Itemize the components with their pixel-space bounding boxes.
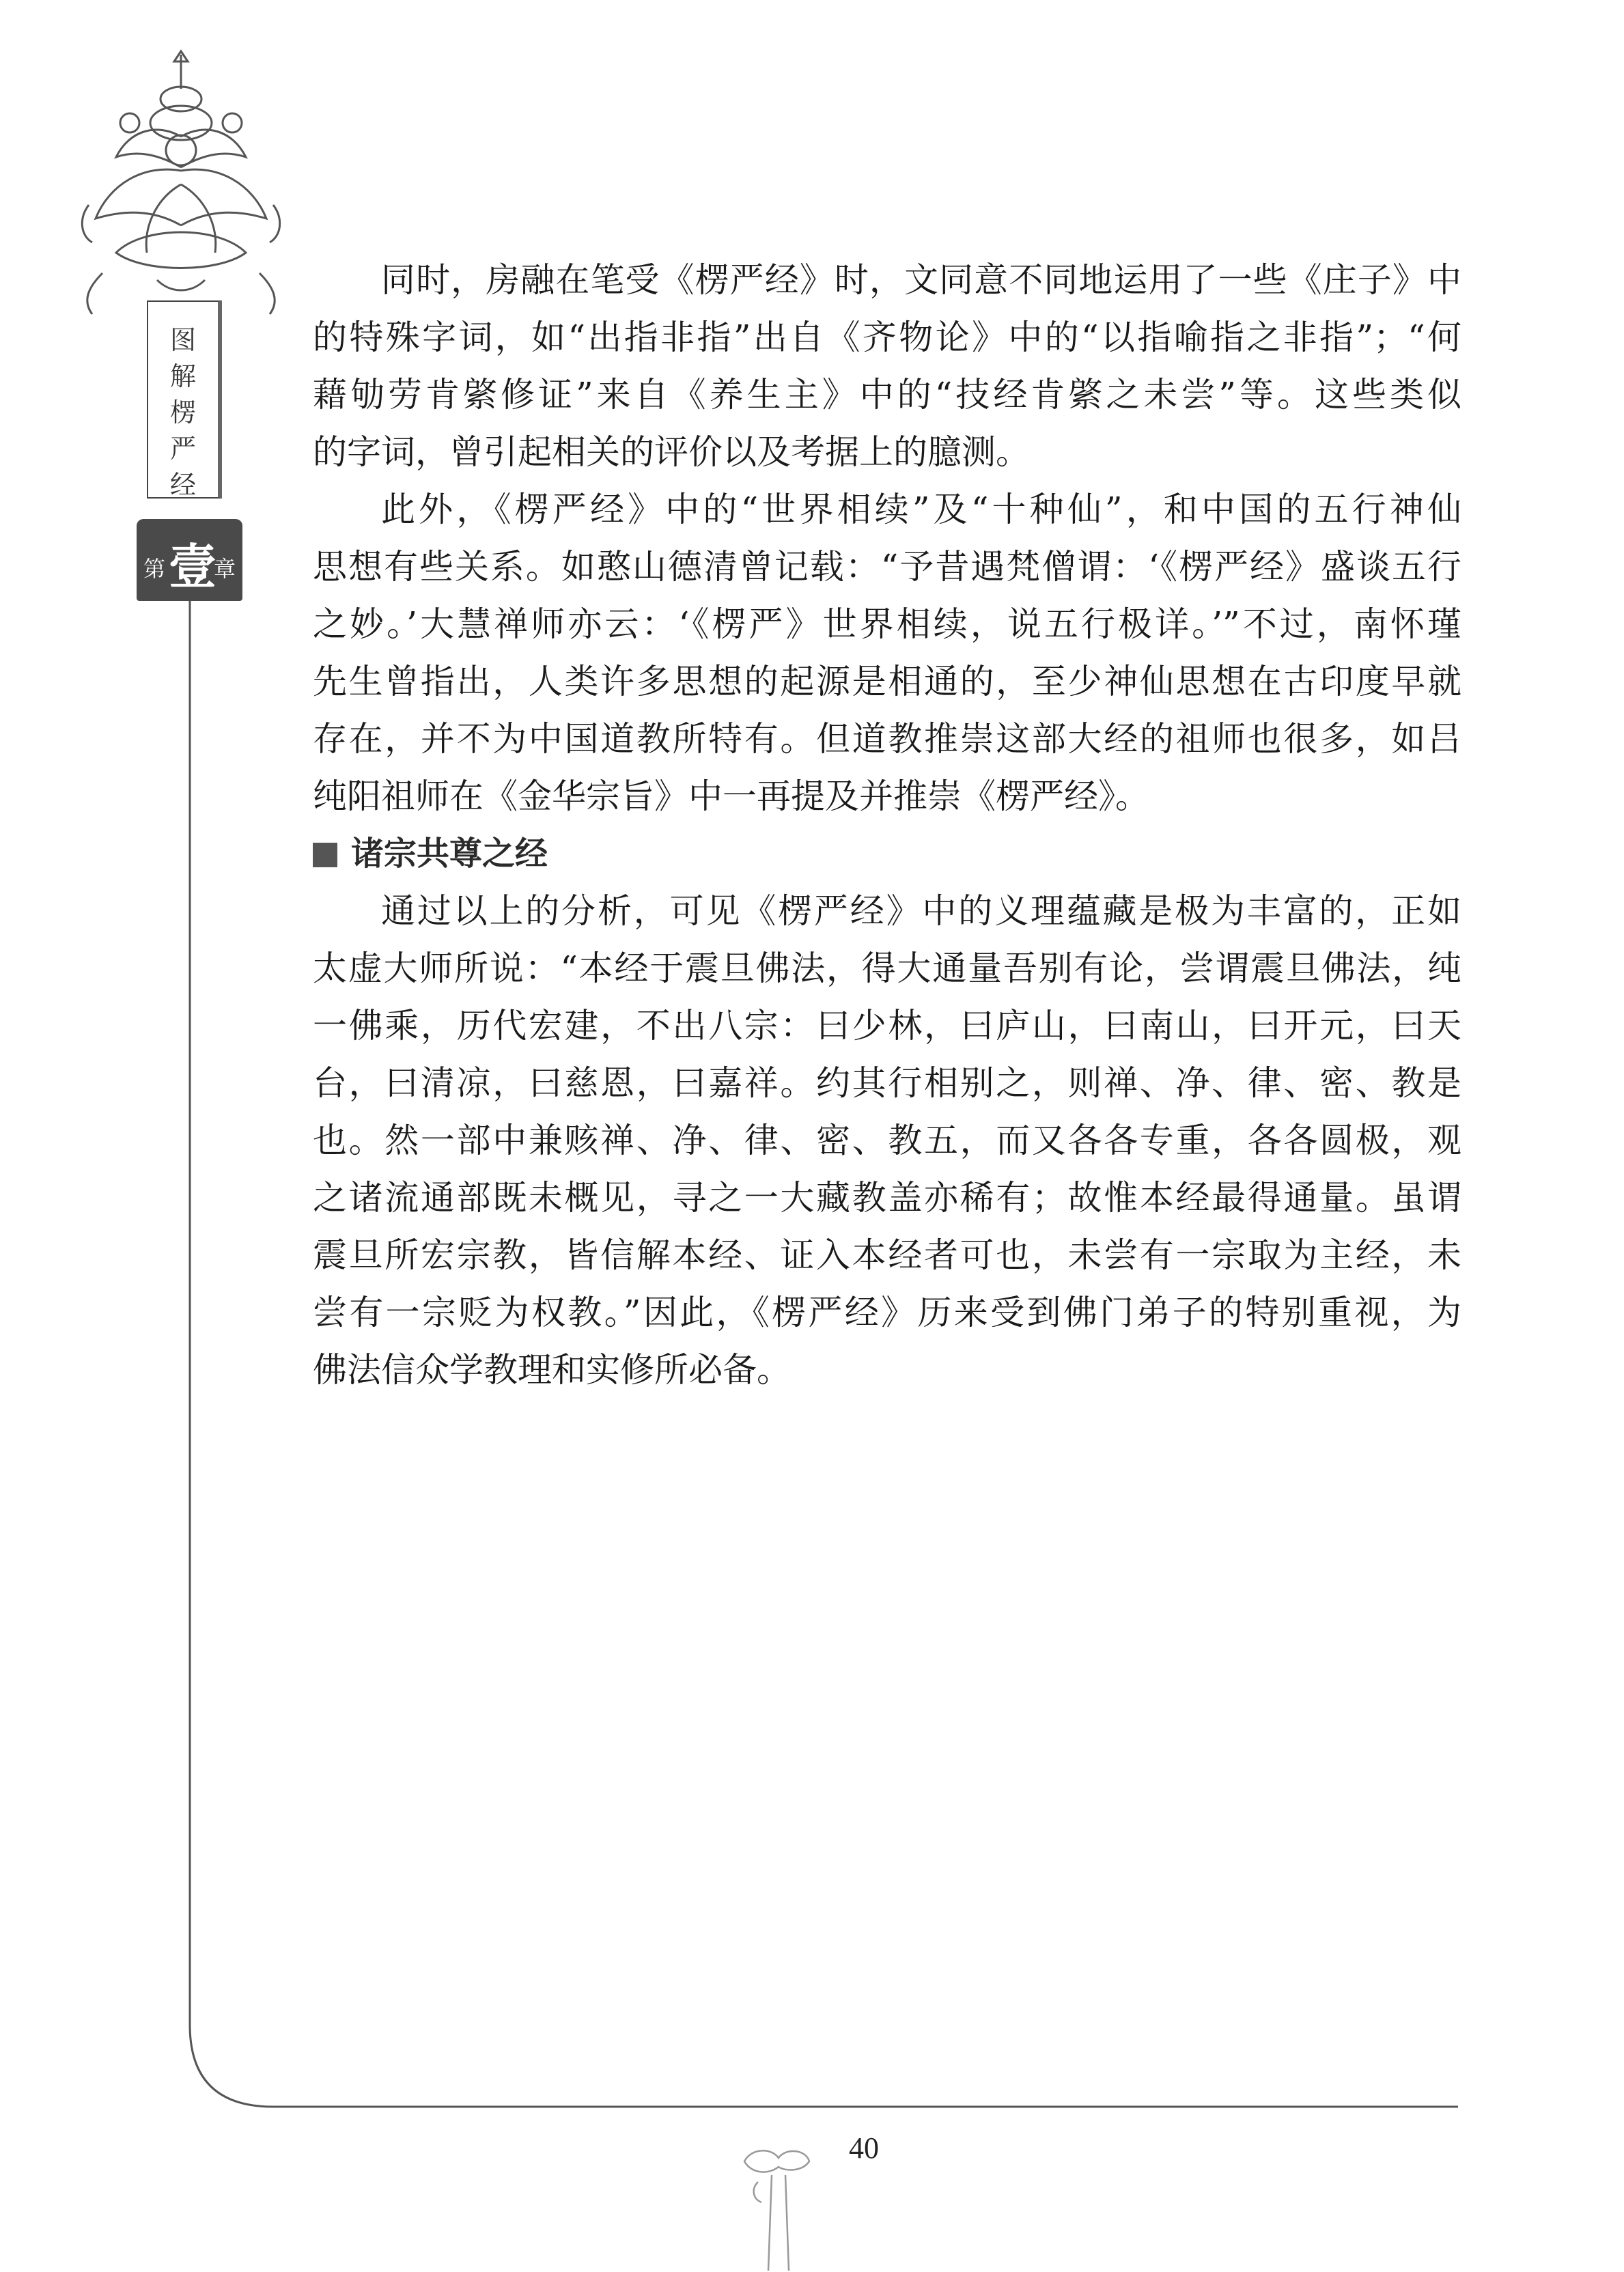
book-title-char: 楞: [169, 397, 196, 427]
paragraph-line: 的字词，曾引起相关的评价以及考据上的臆测。: [313, 432, 1030, 472]
paragraph-line: 通过以上的分析，可见《楞严经》中的义理蕴藏是极为丰富的，正如: [381, 891, 1461, 931]
paragraph-line: 佛法信众学教理和实修所必备。: [313, 1350, 791, 1390]
chapter-number: 壹: [169, 539, 216, 595]
paragraph-line: 先生曾指出，人类许多思想的起源是相通的，至少神仙思想在古印度早就: [313, 662, 1461, 701]
heading-square-icon: [313, 843, 337, 867]
paragraph-line: 太虚大师所说：“本经于震旦佛法，得大通量吾别有论，尝谓震旦佛法，纯: [313, 949, 1461, 988]
paragraph-line: 思想有些关系。如憨山德清曾记载：“予昔遇梵僧谓：‘《楞严经》盛谈五行: [313, 547, 1461, 587]
paragraph-line: 台，曰清凉，曰慈恩，曰嘉祥。约其行相别之，则禅、净、律、密、教是: [313, 1063, 1461, 1103]
paragraph-line: 同时，房融在笔受《楞严经》时，文同意不同地运用了一些《庄子》中: [381, 260, 1461, 300]
chapter-suffix: 章: [213, 556, 236, 582]
book-title-char: 经: [169, 470, 196, 500]
paragraph-line: 震旦所宏宗教，皆信解本经、证入本经者可也，未尝有一宗取为主经，未: [313, 1235, 1461, 1275]
chapter-prefix: 第: [143, 556, 166, 582]
section-heading: [313, 825, 1461, 882]
page-number: 40: [849, 2131, 879, 2165]
paragraph-line: 尝有一宗贬为权教。”因此，《楞严经》历来受到佛门弟子的特别重视，为: [313, 1293, 1461, 1332]
paragraph-line: 之诸流通部既未概见，寻之一大藏教盖亦稀有；故惟本经最得通量。虽谓: [313, 1178, 1461, 1218]
book-title-char: 解: [169, 361, 196, 391]
paragraph-line: 此外，《楞严经》中的“世界相续”及“十种仙”，和中国的五行神仙: [381, 490, 1461, 529]
section-heading-text: 诸宗共尊之经: [351, 835, 548, 873]
paragraph-line: 存在，并不为中国道教所特有。但道教推崇这部大经的祖师也很多，如吕: [313, 719, 1461, 759]
paragraph-line: 之妙。’大慧禅师亦云：‘《楞严》世界相续，说五行极详。’”不过，南怀瑾: [313, 604, 1461, 644]
book-title-char: 严: [169, 434, 196, 464]
paragraph-line: 的特殊字词，如“出指非指”出自《齐物论》中的“以指喻指之非指”；“何: [313, 318, 1461, 357]
paragraph-line: 藉劬劳肯綮修证”来自《养生主》中的“技经肯綮之未尝”等。这些类似: [313, 375, 1461, 415]
body-text: [313, 251, 1461, 1399]
paragraph-line: 也。然一部中兼赅禅、净、律、密、教五，而又各各专重，各各圆极，观: [313, 1121, 1461, 1160]
book-title-char: 图: [169, 325, 196, 355]
paragraph-line: 一佛乘，历代宏建，不出八宗：曰少林，曰庐山，曰南山，曰开元，曰天: [313, 1006, 1461, 1046]
paragraph-line: 纯阳祖师在《金华宗旨》中一再提及并推崇《楞严经》。: [313, 776, 1149, 816]
